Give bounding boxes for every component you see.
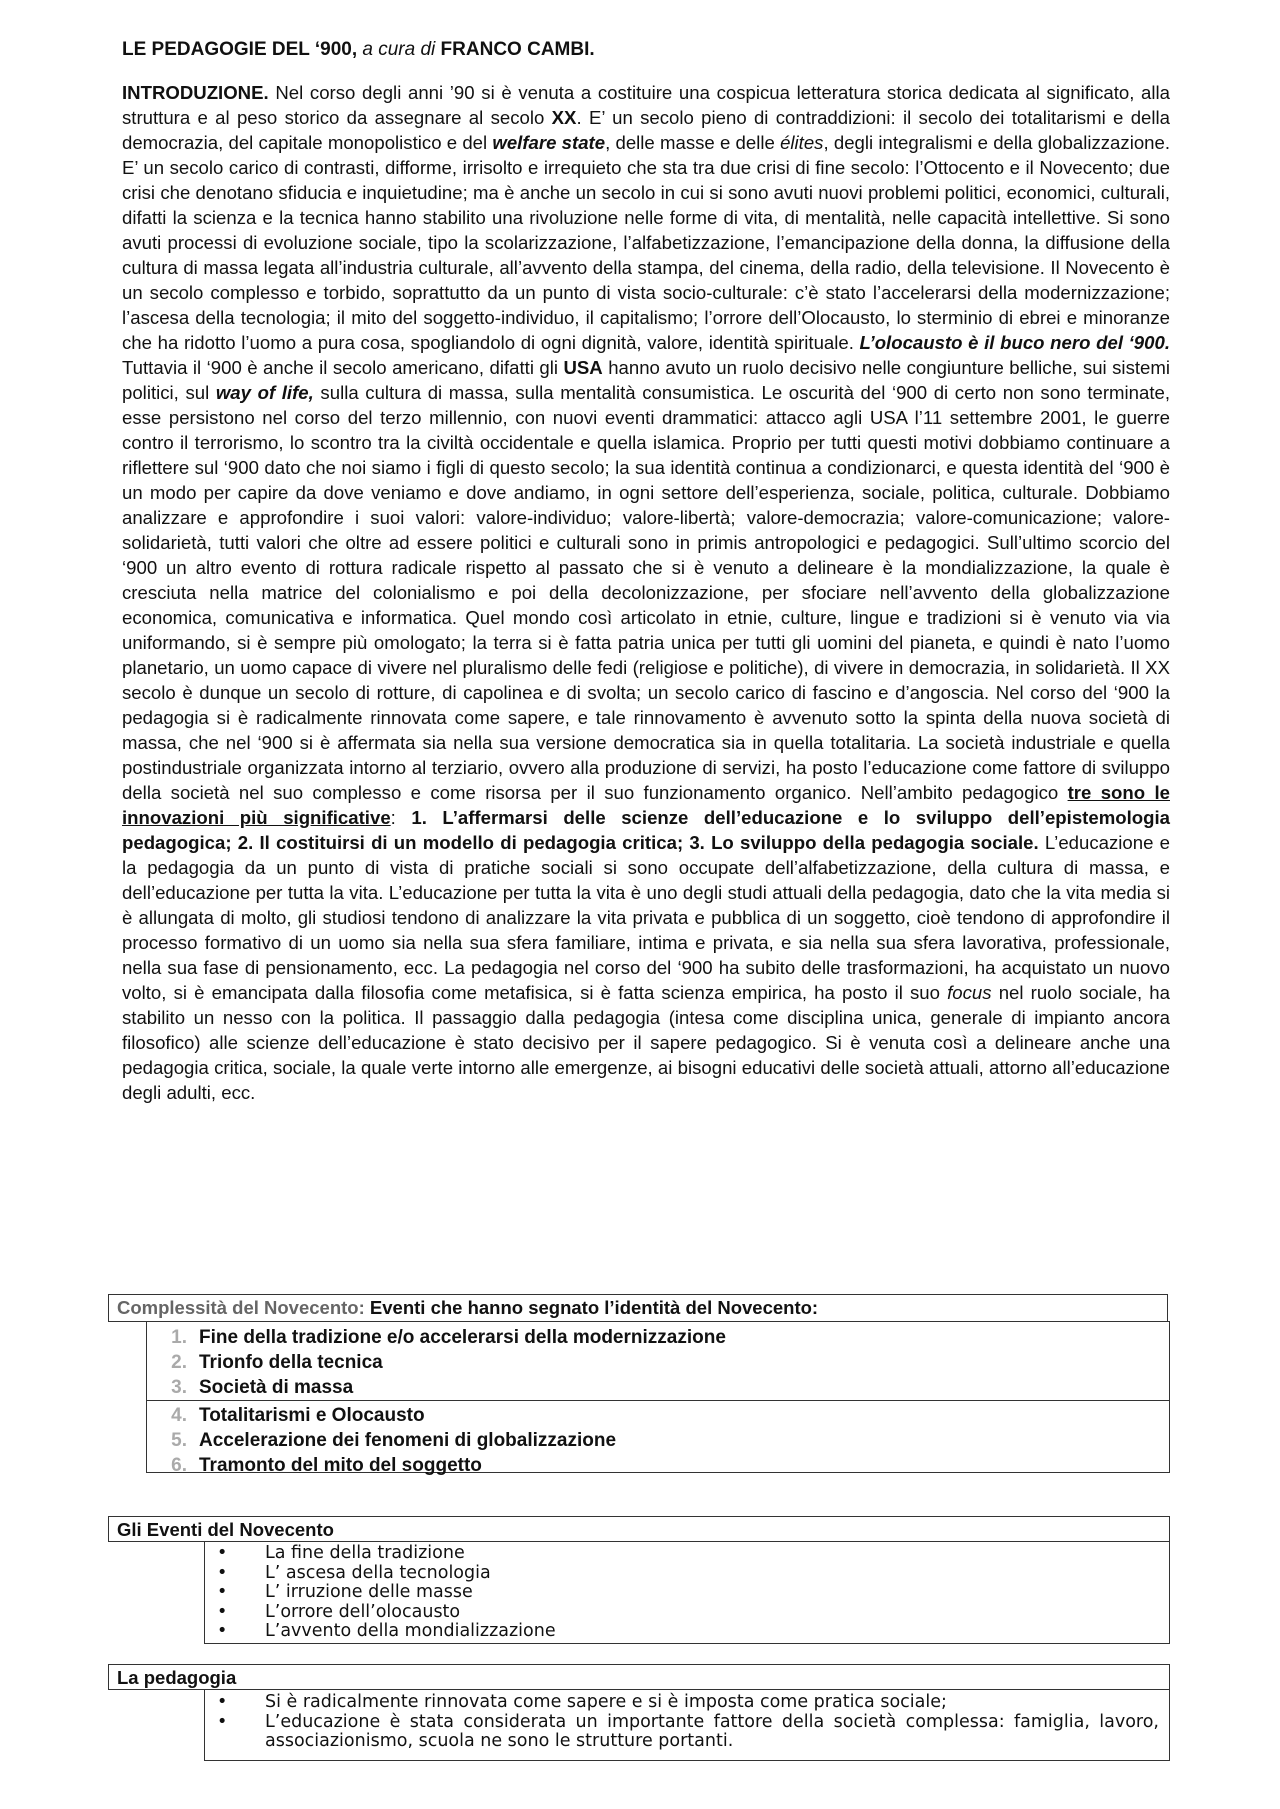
item-number: 5. bbox=[171, 1430, 187, 1451]
intro-way-of-life: way of life, bbox=[215, 382, 314, 403]
item-text: Totalitarismi e Olocausto bbox=[199, 1405, 425, 1426]
document-page bbox=[122, 38, 1170, 1105]
intro-holocaust: L’olocausto è il buco nero del ‘900. bbox=[859, 332, 1170, 353]
intro-innovations-label: tre sono le innovazioni più significative bbox=[122, 782, 1170, 828]
title-main: LE PEDAGOGIE DEL ‘900, bbox=[122, 39, 358, 60]
list-item bbox=[147, 1453, 1169, 1478]
intro-innovations: 1. L’affermarsi delle scienze dell’educazione e lo sviluppo dell’epistemologia pedagogica; 2. Il costituirsi di un modello di pedagogia critica; 3. Lo sviluppo della pedagogia sociale. bbox=[122, 807, 1170, 853]
item-text: L’educazione è stata considerata un importante fattore della società complessa: famiglia, lavoro, associazionismo, scuola ne sono le strutture portanti. bbox=[265, 1711, 1159, 1751]
intro-focus: focus bbox=[947, 982, 992, 1003]
introduction-paragraph bbox=[122, 80, 1170, 1105]
list-item bbox=[147, 1325, 1169, 1350]
intro-text: sulla cultura di massa, sulla mentalità consumistica. Le oscurità del ‘900 di certo non sono terminate, esse persistono nel corso del terzo millennio, con nuovi eventi drammatici: attacco agli USA l’11 settembre 2001, le guerre contro il terrorismo, lo scontro tra la civiltà occidentale e quella islamica. Proprio per tutti questi motivi dobbiamo continuare a riflettere sul ‘900 dato che noi siamo i figli di questo secolo; la sua identità continua a condizionarci, e questa identità del ‘900 è un modo per capire da dove veniamo e dove andiamo, in ogni settore dell’esperienza, sociale, politica, culturale. Dobbiamo analizzare e approfondire i suoi valori: valore-individuo; valore-libertà; valore-democrazia; valore-comunicazione; valore-solidarietà, tutti valori che oltre ad essere politici e culturali sono in primis antropologici e pedagogici. Sull’ultimo scorcio del ‘900 un altro evento di rottura radicale rispetto al passato che si è venuto a delineare è la mondializzazione, la quale è cresciuta nella matrice del colonialismo e poi della decolonizzazione, per sfociare nell’avvento della globalizzazione economica, comunicativa e informatica. Quel mondo così articolato in etnie, culture, lingue e tradizioni si è venuto via via uniformando, si è sempre più omologato; la terra si è fatta patria unica per tutti gli uomini del pianeta, e quindi è nato l’uomo planetario, un uomo capace di vivere nel pluralismo delle fedi (religiose e politiche), di vivere in democrazia, in solidarietà. Il XX secolo è dunque un secolo di rotture, di capolinea e di svolta; un secolo carico di fascino e d’angoscia. Nel corso del ‘900 la pedagogia si è radicalmente rinnovata come sapere, e tale rinnovamento è avvenuto sotto la spinta della nuova società di massa, che nel ‘900 si è affermata sia nella sua versione democratica sia in quella totalitaria. La società industriale e quella postindustriale organizzata intorno al terziario, ovvero alla produzione di servizi, ha posto l’educazione come fattore di sviluppo della società nel suo complesso e come risorsa per il suo funzionamento organico. Nell’ambito pedagogico bbox=[122, 382, 1171, 803]
eventi-header bbox=[108, 1516, 1170, 1542]
intro-text: , delle masse e delle bbox=[605, 132, 781, 153]
item-number: 6. bbox=[171, 1455, 187, 1476]
intro-xx: XX bbox=[551, 107, 577, 128]
intro-text: L’educazione e la pedagogia da un punto di vista di pratiche sociali si sono occupate dell’alfabetizzazione, della cultura di massa, e dell’educazione per tutta la vita. L’educazione per tutta la vita è uno degli studi attuali della pedagogia, dato che la vita media si è allungata di molto, gli studiosi tendono di analizzare la vita privata e pubblica di un soggetto, cioè tendono di approfondire il processo formativo di un uomo sia nella sua sfera familiare, intima e privata, e sia nella sua sfera lavorativa, professionale, nella sua fase di pensionamento, ecc. La pedagogia nel corso del ‘900 ha subito delle trasformazioni, ha acquistato un nuovo volto, si è emancipata dalla filosofia come metafisica, si è fatta scienza empirica, ha posto il suo bbox=[122, 832, 1170, 1003]
list-item bbox=[205, 1622, 1169, 1642]
bullet-icon: • bbox=[217, 1711, 228, 1732]
intro-text: hanno avuto un ruolo decisivo nelle congiunture belliche, sui sistemi politici, sul bbox=[122, 357, 1170, 403]
item-text: Trionfo della tecnica bbox=[199, 1352, 383, 1373]
intro-text: Nel corso degli anni ’90 si è venuta a costituire una cospicua letteratura storica dedicata al significato, alla struttura e al peso storico da assegnare al secolo bbox=[122, 82, 1170, 128]
eventi-head-text: Gli Eventi del Novecento bbox=[117, 1519, 334, 1540]
eventi-list bbox=[204, 1541, 1170, 1644]
item-number: 4. bbox=[171, 1405, 187, 1426]
pedagogia-list bbox=[204, 1689, 1170, 1761]
item-text: La fine della tradizione bbox=[265, 1543, 465, 1563]
list-item bbox=[147, 1375, 1169, 1400]
intro-text: nel ruolo sociale, ha stabilito un nesso con la politica. Il passaggio dalla pedagogia (intesa come disciplina unica, generale di impianto ancora filosofico) alle scienze dell’educazione è stato decisivo per il sapere pedagogico. Si è venuta così a delineare anche una pedagogia critica, sociale, la quale verte intorno alle emergenze, ai bisogni educativi delle società attuali, attorno all’educazione degli adulti, ecc. bbox=[122, 982, 1170, 1103]
complessita-header bbox=[108, 1294, 1168, 1322]
bullet-icon: • bbox=[217, 1562, 228, 1583]
title-italic: a cura di bbox=[362, 39, 436, 60]
bullet-icon: • bbox=[217, 1543, 228, 1563]
pedagogia-head-text: La pedagogia bbox=[117, 1667, 237, 1688]
intro-text: Tuttavia il ‘900 è anche il secolo americano, difatti gli bbox=[122, 357, 564, 378]
intro-text: : bbox=[390, 807, 412, 828]
bullet-icon: • bbox=[217, 1582, 228, 1602]
item-text: Si è radicalmente rinnovata come sapere e si è imposta come pratica sociale; bbox=[265, 1692, 947, 1712]
intro-label: INTRODUZIONE. bbox=[122, 82, 269, 103]
item-number: 1. bbox=[171, 1327, 187, 1348]
intro-welfare: welfare state bbox=[492, 132, 606, 153]
item-text: L’ irruzione delle masse bbox=[265, 1582, 473, 1602]
item-text: L’avvento della mondializzazione bbox=[265, 1621, 556, 1641]
list-item bbox=[205, 1564, 1169, 1584]
item-text: L’ ascesa della tecnologia bbox=[265, 1562, 491, 1583]
item-text: Tramonto del mito del soggetto bbox=[199, 1455, 482, 1476]
bullet-icon: • bbox=[217, 1601, 228, 1622]
item-number: 3. bbox=[171, 1377, 187, 1398]
list-item bbox=[147, 1428, 1169, 1453]
item-text: L’orrore dell’olocausto bbox=[265, 1601, 461, 1622]
intro-text: . E’ un secolo pieno di contraddizioni: il secolo dei totalitarismi e della democrazia, del capitale monopolistico e del bbox=[122, 107, 1170, 153]
list-item bbox=[205, 1713, 1169, 1752]
intro-usa: USA bbox=[563, 357, 603, 378]
item-text: Società di massa bbox=[199, 1377, 354, 1398]
intro-elites: élites bbox=[780, 132, 824, 153]
document-title bbox=[122, 38, 1170, 62]
list-item bbox=[205, 1583, 1169, 1603]
complessita-head-grey: Complessità del Novecento: bbox=[117, 1297, 365, 1318]
item-text: Fine della tradizione e/o accelerarsi della modernizzazione bbox=[199, 1327, 726, 1348]
list-item bbox=[147, 1350, 1169, 1375]
list-item bbox=[147, 1400, 1169, 1428]
complessita-list bbox=[146, 1321, 1170, 1476]
complessita-head-text: Eventi che hanno segnato l’identità del Novecento: bbox=[364, 1297, 819, 1318]
pedagogia-header bbox=[108, 1664, 1170, 1690]
bullet-icon: • bbox=[217, 1621, 228, 1641]
list-item bbox=[205, 1544, 1169, 1564]
list-item bbox=[205, 1693, 1169, 1713]
item-number: 2. bbox=[171, 1352, 187, 1373]
bullet-icon: • bbox=[217, 1692, 228, 1712]
intro-text: , degli integralismi e della globalizzazione. E’ un secolo carico di contrasti, difforme, irrisolto e irrequieto che sta tra due crisi di fine secolo: l’Ottocento e il Novecento; due crisi che denotano sfiducia e inquietudine; ma è anche un secolo in cui si sono avuti nuovi problemi politici, economici, culturali, difatti la scienza e la tecnica hanno stabilito una rivoluzione nelle forme di vita, di mentalità, nelle capacità intellettive. Si sono avuti processi di evoluzione sociale, tipo la scolarizzazione, l’alfabetizzazione, l’emancipazione della donna, la diffusione della cultura di massa legata all’industria culturale, all’avvento della stampa, del cinema, della radio, della televisione. Il Novecento è un secolo complesso e torbido, soprattutto da un punto di vista socio-culturale: c’è stato l’accelerarsi della modernizzazione; l’ascesa della tecnologia; il mito del soggetto-individuo, il capitalismo; l’orrore dell’Olocausto, lo sterminio di ebrei e minoranze che ha ridotto l’uomo a pura cosa, spogliandolo di ogni dignità, valore, identità spirituale. bbox=[122, 132, 1171, 353]
title-author: FRANCO CAMBI. bbox=[440, 39, 595, 60]
item-text: Accelerazione dei fenomeni di globalizzazione bbox=[199, 1430, 617, 1451]
list-item bbox=[205, 1603, 1169, 1623]
